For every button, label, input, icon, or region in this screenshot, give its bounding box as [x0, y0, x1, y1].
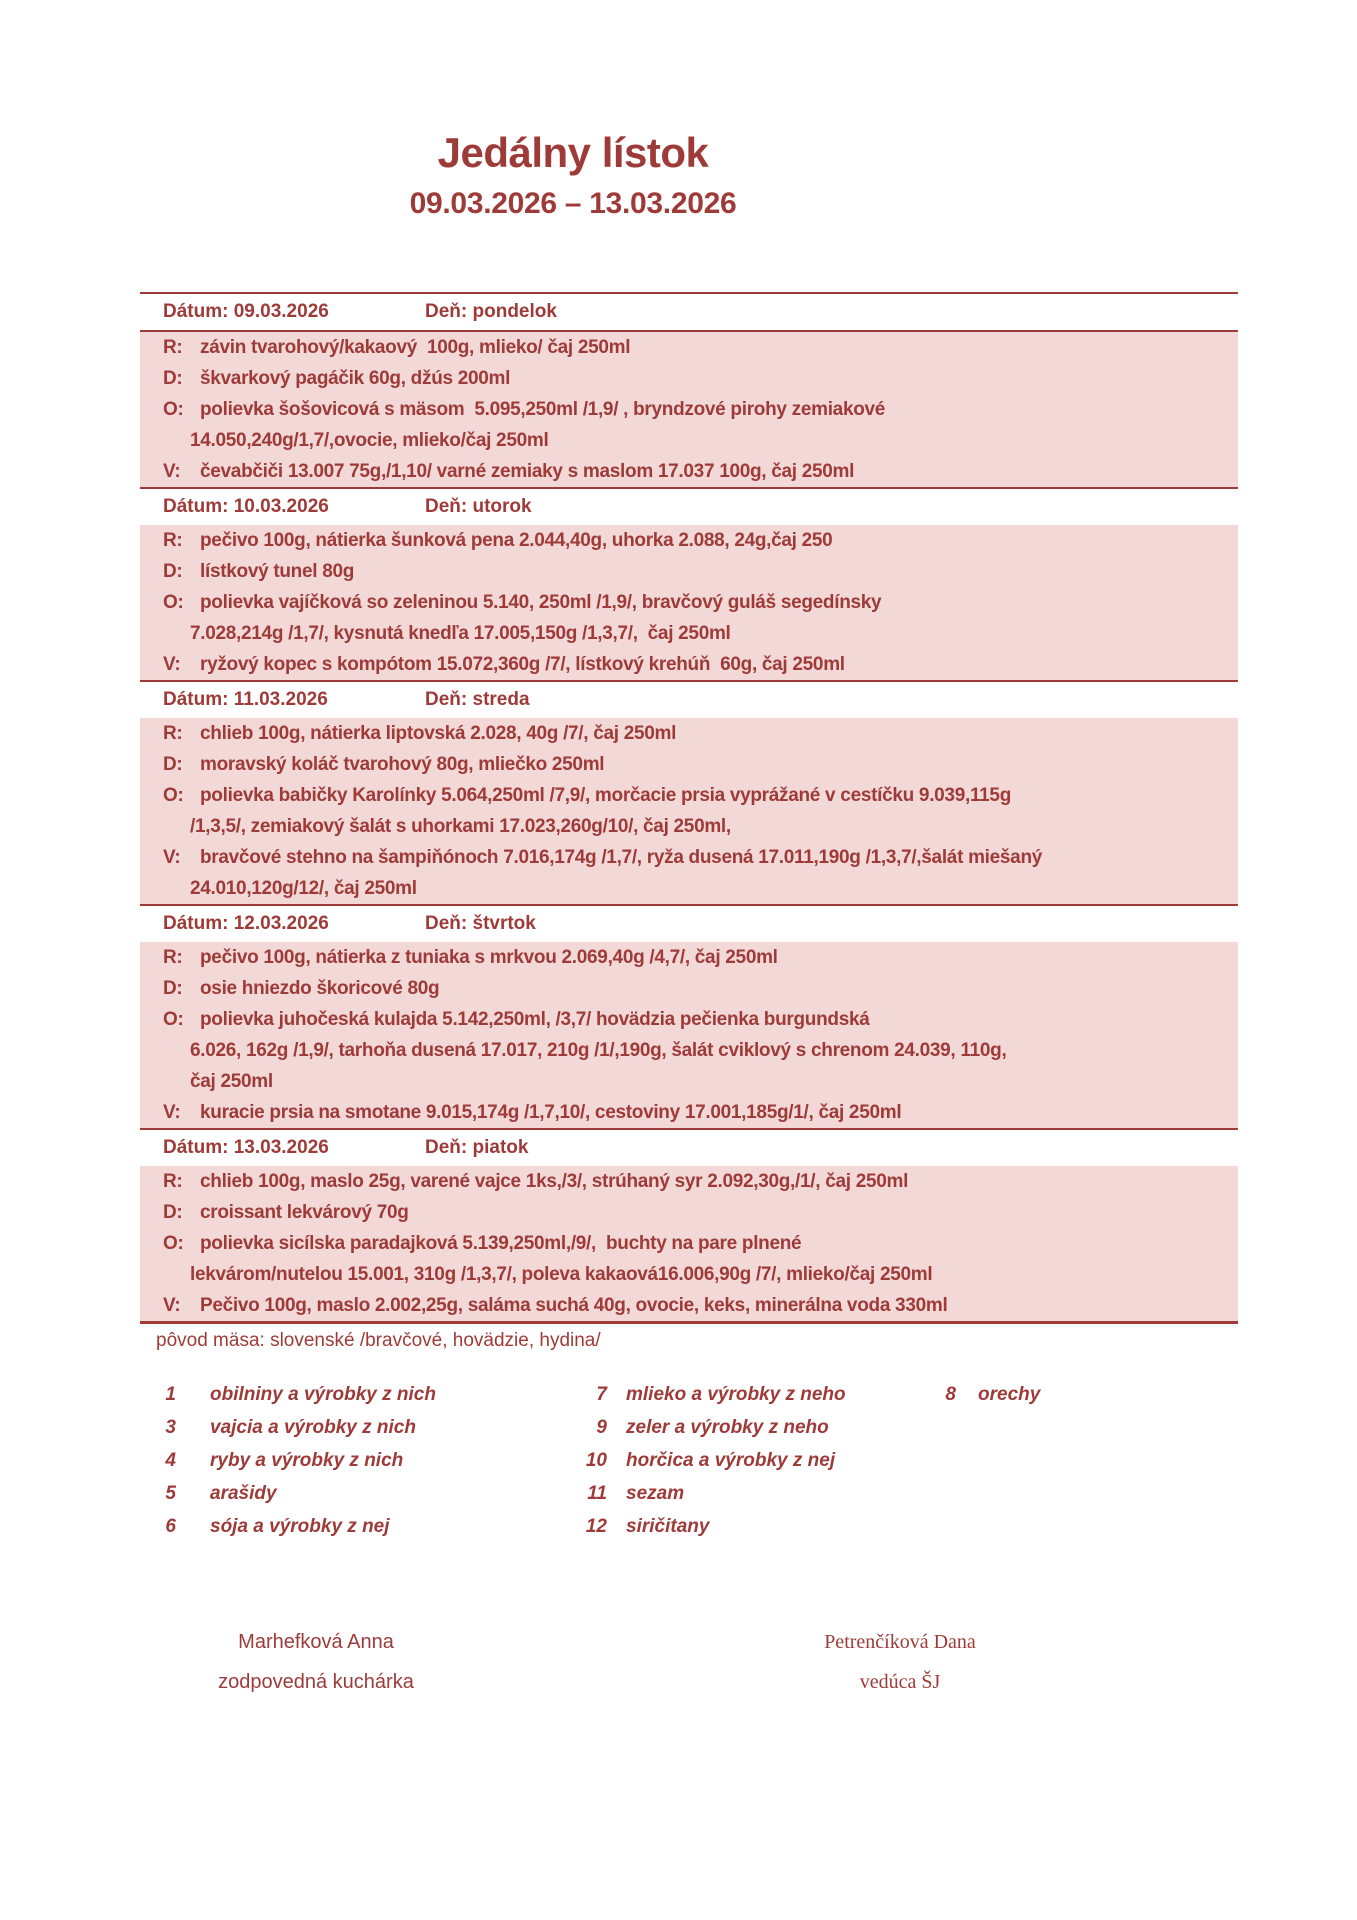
- meal-text: croissant lekvárový 70g: [200, 1202, 409, 1223]
- meal-text: polievka babičky Karolínky 5.064,250ml /7,9/, morčacie prsia vyprážané v cestíčku 9.039,115g: [200, 785, 1012, 806]
- day-header: [140, 680, 1238, 718]
- day-meals: [140, 525, 1238, 680]
- signature-manager-name: Petrenčíková Dana: [824, 1631, 976, 1653]
- meal-text: pečivo 100g, nátierka šunková pena 2.044,40g, uhorka 2.088, 24g,čaj 250: [200, 530, 833, 551]
- meal-line: [140, 425, 1238, 456]
- day-name: [425, 301, 557, 322]
- day-name: [425, 496, 532, 517]
- menu-day: [140, 680, 1238, 904]
- day-header: [140, 1128, 1238, 1166]
- day-value: utorok: [472, 496, 532, 517]
- allergen-number: 10: [585, 1450, 607, 1471]
- signature-cook-role: zodpovedná kuchárka: [218, 1671, 414, 1693]
- allergen-legend: [140, 1378, 1238, 1543]
- meal-text: chlieb 100g, maslo 25g, varené vajce 1ks,/3/, strúhaný syr 2.092,30g,/1/, čaj 250ml: [200, 1171, 909, 1192]
- allergen-text: zeler a výrobky z neho: [626, 1417, 829, 1438]
- meal-line: [140, 780, 1238, 811]
- allergen-text: horčica a výrobky z nej: [626, 1450, 836, 1471]
- allergen-number: 6: [165, 1516, 176, 1537]
- meal-text: 24.010,120g/12/, čaj 250ml: [190, 878, 417, 899]
- meal-line: [140, 1035, 1238, 1066]
- meal-line: [140, 1290, 1238, 1321]
- menu-day: [140, 487, 1238, 680]
- date-range: 09.03.2026 – 13.03.2026: [409, 187, 737, 220]
- meal-line: [140, 618, 1238, 649]
- day-name: [425, 1137, 528, 1158]
- meal-line: [140, 1004, 1238, 1035]
- day-label: Deň:: [425, 301, 473, 322]
- days-container: [140, 292, 1238, 1321]
- signature-manager: [750, 1622, 1050, 1702]
- meal-line: [140, 873, 1238, 904]
- meal-text: polievka juhočeská kulajda 5.142,250ml, /3,7/ hovädzia pečienka burgundská: [200, 1009, 870, 1030]
- meal-text: /1,3,5/, zemiakový šalát s uhorkami 17.023,260g/10/, čaj 250ml,: [190, 816, 731, 837]
- allergen-text: ryby a výrobky z nich: [210, 1450, 404, 1471]
- page-title: Jedálny lístok: [437, 129, 709, 176]
- meal-text: lekvárom/nutelou 15.001, 310g /1,3,7/, poleva kakaová16.006,90g /7/, mlieko/čaj 250ml: [190, 1264, 933, 1285]
- meal-prefix: R:: [163, 530, 183, 551]
- allergen-row: [140, 1477, 1238, 1510]
- meal-prefix: V:: [163, 1102, 181, 1123]
- meal-text: 6.026, 162g /1,9/, tarhoňa dusená 17.017, 210g /1/,190g, šalát cviklový s chrenom 24.039, 110g,: [190, 1040, 1007, 1061]
- meal-line: [140, 587, 1238, 618]
- meal-prefix: D:: [163, 754, 183, 775]
- day-meals: [140, 1166, 1238, 1321]
- day-meals: [140, 332, 1238, 487]
- date-label: Dátum:: [163, 301, 234, 322]
- allergen-text: orechy: [978, 1384, 1041, 1405]
- day-label: Deň:: [425, 1137, 473, 1158]
- date-value: 13.03.2026: [233, 1137, 329, 1158]
- allergen-text: sója a výrobky z nej: [210, 1516, 390, 1537]
- meal-prefix: O:: [163, 399, 184, 420]
- date-label: Dátum:: [163, 689, 234, 710]
- menu-table: [140, 292, 1238, 1358]
- meal-line: [140, 811, 1238, 842]
- meal-text: závin tvarohový/kakaový 100g, mlieko/ čaj 250ml: [200, 337, 631, 358]
- meal-prefix: O:: [163, 592, 184, 613]
- meal-line: [140, 1259, 1238, 1290]
- allergen-number: 12: [585, 1516, 607, 1537]
- day-value: piatok: [472, 1137, 529, 1158]
- meal-text: ryžový kopec s kompótom 15.072,360g /7/, lístkový krehúň 60g, čaj 250ml: [200, 654, 845, 675]
- date-label: Dátum:: [163, 913, 234, 934]
- allergen-number: 9: [596, 1417, 607, 1438]
- meal-text: Pečivo 100g, maslo 2.002,25g, saláma suchá 40g, ovocie, keks, minerálna voda 330ml: [200, 1295, 948, 1316]
- meal-line: [140, 556, 1238, 587]
- menu-day: [140, 1128, 1238, 1321]
- allergen-text: arašidy: [210, 1483, 277, 1504]
- signature-cook: [166, 1622, 466, 1702]
- meal-text: čevabčiči 13.007 75g,/1,10/ varné zemiaky s maslom 17.037 100g, čaj 250ml: [200, 461, 855, 482]
- meal-line: [140, 1166, 1238, 1197]
- allergen-row: [140, 1411, 1238, 1444]
- meal-prefix: O:: [163, 1233, 184, 1254]
- meal-text: osie hniezdo škoricové 80g: [200, 978, 440, 999]
- day-value: pondelok: [472, 301, 557, 322]
- meal-text: polievka sicílska paradajková 5.139,250ml,/9/, buchty na pare plnené: [200, 1233, 802, 1254]
- meal-line: [140, 394, 1238, 425]
- meal-prefix: V:: [163, 1295, 181, 1316]
- meal-prefix: O:: [163, 785, 184, 806]
- date-label: Dátum:: [163, 496, 234, 517]
- menu-day: [140, 292, 1238, 487]
- day-header: [140, 904, 1238, 942]
- date-value: 09.03.2026: [233, 301, 329, 322]
- allergen-number: 5: [165, 1483, 176, 1504]
- meal-prefix: D:: [163, 561, 183, 582]
- date-label: Dátum:: [163, 1137, 234, 1158]
- allergen-number: 3: [165, 1417, 176, 1438]
- allergen-number: 7: [596, 1384, 607, 1405]
- day-meals: [140, 718, 1238, 904]
- signature-cook-name: Marhefková Anna: [238, 1631, 394, 1653]
- date-value: 12.03.2026: [233, 913, 329, 934]
- meat-origin-note: pôvod mäsa: slovenské /bravčové, hovädzie, hydina/: [156, 1330, 601, 1351]
- meal-text: chlieb 100g, nátierka liptovská 2.028, 40g /7/, čaj 250ml: [200, 723, 677, 744]
- day-label: Deň:: [425, 913, 473, 934]
- meal-text: 7.028,214g /1,7/, kysnutá knedľa 17.005,150g /1,3,7/, čaj 250ml: [190, 623, 731, 644]
- day-label: Deň:: [425, 689, 473, 710]
- allergen-text: siričitany: [626, 1516, 710, 1537]
- meal-line: [140, 332, 1238, 363]
- meal-text: škvarkový pagáčik 60g, džús 200ml: [200, 368, 511, 389]
- meal-prefix: V:: [163, 461, 181, 482]
- meal-line: [140, 1197, 1238, 1228]
- title-block: [123, 126, 1023, 226]
- meal-prefix: D:: [163, 1202, 183, 1223]
- allergen-number: 11: [587, 1483, 607, 1504]
- meal-line: [140, 973, 1238, 1004]
- day-date: [163, 1130, 425, 1166]
- meal-line: [140, 1228, 1238, 1259]
- meal-text: polievka vajíčková so zeleninou 5.140, 250ml /1,9/, bravčový guláš segedínsky: [200, 592, 882, 613]
- day-date: [163, 682, 425, 718]
- day-name: [425, 689, 530, 710]
- meal-prefix: D:: [163, 368, 183, 389]
- menu-day: [140, 904, 1238, 1128]
- allergen-number: 4: [165, 1450, 176, 1471]
- meal-prefix: O:: [163, 1009, 184, 1030]
- meal-text: 14.050,240g/1,7/,ovocie, mlieko/čaj 250ml: [190, 430, 549, 451]
- day-date: [163, 906, 425, 942]
- meal-prefix: R:: [163, 1171, 183, 1192]
- meal-line: [140, 718, 1238, 749]
- day-value: streda: [472, 689, 530, 710]
- day-header: [140, 292, 1238, 332]
- meal-text: polievka šošovicová s mäsom 5.095,250ml /1,9/ , bryndzové pirohy zemiakové: [200, 399, 886, 420]
- meal-line: [140, 1097, 1238, 1128]
- day-value: štvrtok: [472, 913, 536, 934]
- day-label: Deň:: [425, 496, 473, 517]
- meal-text: bravčové stehno na šampiňónoch 7.016,174g /1,7/, ryža dusená 17.011,190g /1,3,7/,šalát miešaný: [200, 847, 1043, 868]
- allergen-row: [140, 1510, 1238, 1543]
- allergen-text: sezam: [626, 1483, 685, 1504]
- day-header: [140, 487, 1238, 525]
- meal-prefix: V:: [163, 654, 181, 675]
- allergen-number: 1: [165, 1384, 176, 1405]
- date-value: 11.03.2026: [233, 689, 328, 710]
- meal-text: kuracie prsia na smotane 9.015,174g /1,7,10/, cestoviny 17.001,185g/1/, čaj 250ml: [200, 1102, 902, 1123]
- day-name: [425, 913, 536, 934]
- allergen-row: [140, 1444, 1238, 1477]
- meal-prefix: R:: [163, 337, 183, 358]
- allergen-text: vajcia a výrobky z nich: [210, 1417, 416, 1438]
- allergen-text: mlieko a výrobky z neho: [626, 1384, 846, 1405]
- allergen-number: 8: [945, 1384, 956, 1405]
- meal-line: [140, 842, 1238, 873]
- meal-text: moravský koláč tvarohový 80g, mliečko 250ml: [200, 754, 605, 775]
- meal-text: pečivo 100g, nátierka z tuniaka s mrkvou 2.069,40g /4,7/, čaj 250ml: [200, 947, 778, 968]
- meal-prefix: R:: [163, 947, 183, 968]
- signature-manager-role: vedúca ŠJ: [859, 1671, 941, 1693]
- meal-text: čaj 250ml: [190, 1071, 273, 1092]
- meal-text: lístkový tunel 80g: [200, 561, 355, 582]
- meal-line: [140, 525, 1238, 556]
- day-date: [163, 294, 425, 330]
- meal-line: [140, 1066, 1238, 1097]
- date-value: 10.03.2026: [233, 496, 329, 517]
- meal-prefix: R:: [163, 723, 183, 744]
- meal-line: [140, 942, 1238, 973]
- meal-line: [140, 649, 1238, 680]
- meal-prefix: V:: [163, 847, 181, 868]
- meal-line: [140, 363, 1238, 394]
- meal-line: [140, 456, 1238, 487]
- allergen-text: obilniny a výrobky z nich: [210, 1384, 436, 1405]
- day-meals: [140, 942, 1238, 1128]
- day-date: [163, 489, 425, 525]
- meal-line: [140, 749, 1238, 780]
- meal-prefix: D:: [163, 978, 183, 999]
- allergen-row: [140, 1378, 1238, 1411]
